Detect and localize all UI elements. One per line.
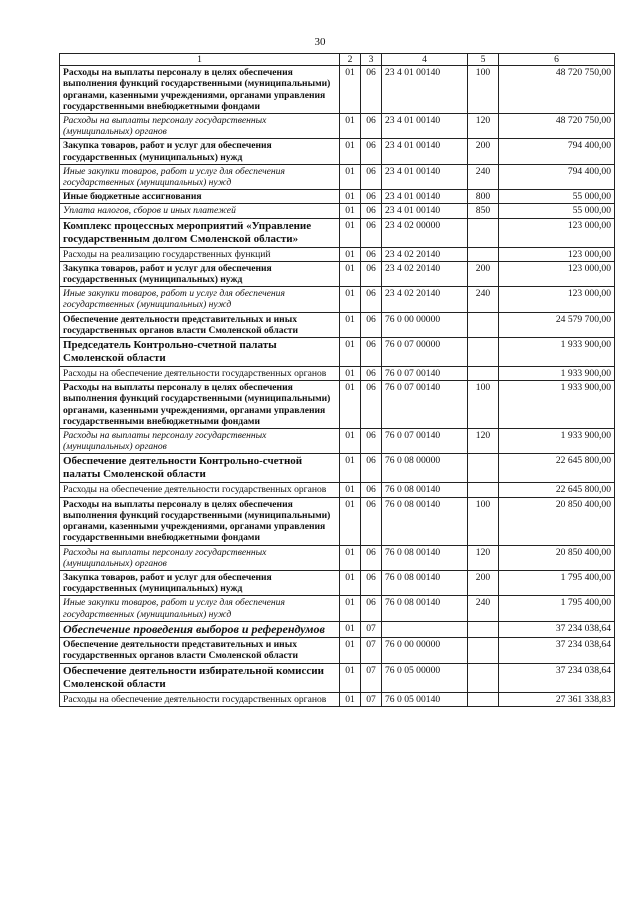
row-amount: 55 000,00 (499, 204, 615, 218)
row-section-code: 01 (340, 312, 361, 337)
row-subsection-code: 06 (361, 545, 382, 570)
row-name: Обеспечение проведения выборов и референдумов (60, 621, 340, 638)
row-subsection-code: 06 (361, 596, 382, 621)
row-amount: 20 850 400,00 (499, 545, 615, 570)
row-section-code: 01 (340, 139, 361, 164)
row-subsection-code: 07 (361, 692, 382, 706)
row-amount: 48 720 750,00 (499, 114, 615, 139)
row-name: Комплекс процессных мероприятий «Управление государственным долгом Смоленской области» (60, 218, 340, 247)
row-expense-type-code: 100 (468, 66, 499, 114)
row-expense-type-code (468, 338, 499, 367)
row-target-item-code: 23 4 01 00140 (382, 204, 468, 218)
row-name: Расходы на обеспечение деятельности государственных органов (60, 692, 340, 706)
row-target-item-code: 76 0 05 00140 (382, 692, 468, 706)
row-name: Обеспечение деятельности представительных и иных государственных органов власти Смоленской области (60, 638, 340, 663)
row-target-item-code: 76 0 05 00000 (382, 663, 468, 692)
row-expense-type-code: 240 (468, 596, 499, 621)
row-name: Уплата налогов, сборов и иных платежей (60, 204, 340, 218)
table-row (60, 663, 615, 692)
table-row (60, 638, 615, 663)
row-section-code: 01 (340, 338, 361, 367)
row-name: Расходы на выплаты персоналу государственных (муниципальных) органов (60, 429, 340, 454)
row-name: Иные бюджетные ассигнования (60, 190, 340, 204)
row-target-item-code: 76 0 00 00000 (382, 638, 468, 663)
row-section-code: 01 (340, 114, 361, 139)
row-subsection-code: 06 (361, 483, 382, 497)
row-section-code: 01 (340, 204, 361, 218)
table-header-row (60, 54, 615, 66)
row-section-code: 01 (340, 497, 361, 545)
row-section-code: 01 (340, 570, 361, 595)
row-amount: 123 000,00 (499, 287, 615, 312)
row-amount: 1 933 900,00 (499, 338, 615, 367)
row-expense-type-code: 850 (468, 204, 499, 218)
row-expense-type-code (468, 621, 499, 638)
table-row (60, 367, 615, 381)
row-expense-type-code (468, 638, 499, 663)
table-row (60, 570, 615, 595)
table-row (60, 338, 615, 367)
row-amount: 1 933 900,00 (499, 429, 615, 454)
row-name: Закупка товаров, работ и услуг для обеспечения государственных (муниципальных) нужд (60, 139, 340, 164)
row-amount: 1 933 900,00 (499, 381, 615, 429)
table-row (60, 218, 615, 247)
table-row (60, 190, 615, 204)
row-target-item-code: 76 0 07 00140 (382, 381, 468, 429)
table-row (60, 596, 615, 621)
row-target-item-code: 76 0 08 00140 (382, 483, 468, 497)
row-section-code: 01 (340, 287, 361, 312)
row-section-code: 01 (340, 164, 361, 189)
row-target-item-code: 23 4 01 00140 (382, 66, 468, 114)
row-section-code: 01 (340, 247, 361, 261)
row-expense-type-code: 240 (468, 287, 499, 312)
row-section-code: 01 (340, 663, 361, 692)
row-subsection-code: 06 (361, 164, 382, 189)
row-amount: 1 795 400,00 (499, 596, 615, 621)
row-target-item-code (382, 621, 468, 638)
table-row (60, 247, 615, 261)
row-target-item-code: 76 0 07 00000 (382, 338, 468, 367)
row-target-item-code: 23 4 01 00140 (382, 114, 468, 139)
row-target-item-code: 23 4 01 00140 (382, 164, 468, 189)
table-row (60, 497, 615, 545)
row-name: Расходы на обеспечение деятельности государственных органов (60, 483, 340, 497)
row-subsection-code: 06 (361, 247, 382, 261)
row-amount: 37 234 038,64 (499, 621, 615, 638)
row-name: Обеспечение деятельности представительных и иных государственных органов власти Смоленской области (60, 312, 340, 337)
row-name: Обеспечение деятельности Контрольно-счетной палаты Смоленской области (60, 454, 340, 483)
row-subsection-code: 06 (361, 218, 382, 247)
column-header-name: 1 (60, 54, 340, 66)
column-header-target-item: 4 (382, 54, 468, 66)
row-subsection-code: 07 (361, 638, 382, 663)
row-expense-type-code: 100 (468, 381, 499, 429)
row-subsection-code: 06 (361, 66, 382, 114)
column-header-amount: 6 (499, 54, 615, 66)
table-row (60, 545, 615, 570)
row-expense-type-code (468, 247, 499, 261)
row-target-item-code: 76 0 07 00140 (382, 429, 468, 454)
row-name: Закупка товаров, работ и услуг для обеспечения государственных (муниципальных) нужд (60, 570, 340, 595)
row-name: Обеспечение деятельности избирательной комиссии Смоленской области (60, 663, 340, 692)
table-body (60, 66, 615, 707)
row-target-item-code: 76 0 07 00140 (382, 367, 468, 381)
column-header-expense-type: 5 (468, 54, 499, 66)
row-expense-type-code (468, 483, 499, 497)
table-row (60, 692, 615, 706)
row-target-item-code: 23 4 02 20140 (382, 287, 468, 312)
row-amount: 123 000,00 (499, 261, 615, 286)
row-expense-type-code: 120 (468, 429, 499, 454)
row-amount: 48 720 750,00 (499, 66, 615, 114)
row-name: Закупка товаров, работ и услуг для обеспечения государственных (муниципальных) нужд (60, 261, 340, 286)
row-section-code: 01 (340, 218, 361, 247)
row-subsection-code: 06 (361, 570, 382, 595)
row-subsection-code: 06 (361, 338, 382, 367)
table-row (60, 139, 615, 164)
row-amount: 37 234 038,64 (499, 663, 615, 692)
row-section-code: 01 (340, 621, 361, 638)
row-amount: 55 000,00 (499, 190, 615, 204)
row-subsection-code: 06 (361, 367, 382, 381)
table-row (60, 429, 615, 454)
row-target-item-code: 76 0 00 00000 (382, 312, 468, 337)
row-section-code: 01 (340, 545, 361, 570)
row-expense-type-code: 200 (468, 261, 499, 286)
row-section-code: 01 (340, 454, 361, 483)
row-section-code: 01 (340, 483, 361, 497)
row-amount: 22 645 800,00 (499, 454, 615, 483)
row-amount: 27 361 338,83 (499, 692, 615, 706)
table-row (60, 164, 615, 189)
table-row (60, 621, 615, 638)
row-name: Иные закупки товаров, работ и услуг для обеспечения государственных (муниципальных) нужд (60, 287, 340, 312)
row-section-code: 01 (340, 429, 361, 454)
row-expense-type-code: 800 (468, 190, 499, 204)
row-subsection-code: 07 (361, 663, 382, 692)
row-amount: 794 400,00 (499, 164, 615, 189)
row-subsection-code: 06 (361, 497, 382, 545)
table-row (60, 66, 615, 114)
table-row (60, 114, 615, 139)
row-expense-type-code: 100 (468, 497, 499, 545)
row-target-item-code: 76 0 08 00000 (382, 454, 468, 483)
budget-table (59, 53, 615, 707)
row-name: Расходы на выплаты персоналу в целях обеспечения выполнения функций государственными (муниципальными) органами, казенными учреждениями, органами управления государственными внебюджетными фондами (60, 381, 340, 429)
row-expense-type-code: 120 (468, 545, 499, 570)
row-amount: 22 645 800,00 (499, 483, 615, 497)
row-amount: 123 000,00 (499, 247, 615, 261)
row-target-item-code: 76 0 08 00140 (382, 545, 468, 570)
row-target-item-code: 76 0 08 00140 (382, 570, 468, 595)
row-amount: 20 850 400,00 (499, 497, 615, 545)
table-row (60, 312, 615, 337)
row-expense-type-code: 120 (468, 114, 499, 139)
row-expense-type-code (468, 218, 499, 247)
row-expense-type-code: 200 (468, 570, 499, 595)
row-subsection-code: 06 (361, 454, 382, 483)
row-name: Расходы на выплаты персоналу государственных (муниципальных) органов (60, 545, 340, 570)
table-row (60, 454, 615, 483)
table-row (60, 204, 615, 218)
column-header-subsection: 3 (361, 54, 382, 66)
row-section-code: 01 (340, 381, 361, 429)
row-subsection-code: 06 (361, 287, 382, 312)
table-row (60, 483, 615, 497)
row-expense-type-code (468, 692, 499, 706)
row-target-item-code: 76 0 08 00140 (382, 497, 468, 545)
column-header-section: 2 (340, 54, 361, 66)
row-subsection-code: 06 (361, 190, 382, 204)
row-section-code: 01 (340, 638, 361, 663)
row-section-code: 01 (340, 261, 361, 286)
table-row (60, 261, 615, 286)
row-expense-type-code (468, 663, 499, 692)
row-section-code: 01 (340, 367, 361, 381)
row-amount: 123 000,00 (499, 218, 615, 247)
row-name: Иные закупки товаров, работ и услуг для обеспечения государственных (муниципальных) нужд (60, 596, 340, 621)
row-name: Расходы на выплаты персоналу в целях обеспечения выполнения функций государственными (муниципальными) органами, казенными учреждениями, органами управления государственными внебюджетными фондами (60, 497, 340, 545)
table-row (60, 287, 615, 312)
row-expense-type-code (468, 312, 499, 337)
row-expense-type-code (468, 367, 499, 381)
row-expense-type-code: 240 (468, 164, 499, 189)
page-number: 30 (314, 36, 326, 48)
row-amount: 1 795 400,00 (499, 570, 615, 595)
row-name: Расходы на обеспечение деятельности государственных органов (60, 367, 340, 381)
row-subsection-code: 07 (361, 621, 382, 638)
row-subsection-code: 06 (361, 312, 382, 337)
row-target-item-code: 23 4 01 00140 (382, 190, 468, 204)
row-name: Расходы на реализацию государственных функций (60, 247, 340, 261)
row-subsection-code: 06 (361, 204, 382, 218)
row-target-item-code: 76 0 08 00140 (382, 596, 468, 621)
row-subsection-code: 06 (361, 114, 382, 139)
row-amount: 24 579 700,00 (499, 312, 615, 337)
row-target-item-code: 23 4 02 00000 (382, 218, 468, 247)
row-amount: 37 234 038,64 (499, 638, 615, 663)
row-subsection-code: 06 (361, 429, 382, 454)
row-section-code: 01 (340, 596, 361, 621)
row-name: Председатель Контрольно-счетной палаты Смоленской области (60, 338, 340, 367)
row-name: Иные закупки товаров, работ и услуг для обеспечения государственных (муниципальных) нужд (60, 164, 340, 189)
row-section-code: 01 (340, 692, 361, 706)
table-row (60, 381, 615, 429)
row-amount: 1 933 900,00 (499, 367, 615, 381)
row-subsection-code: 06 (361, 139, 382, 164)
row-expense-type-code: 200 (468, 139, 499, 164)
row-name: Расходы на выплаты персоналу государственных (муниципальных) органов (60, 114, 340, 139)
row-expense-type-code (468, 454, 499, 483)
row-subsection-code: 06 (361, 261, 382, 286)
row-name: Расходы на выплаты персоналу в целях обеспечения выполнения функций государственными (муниципальными) органами, казенными учреждениями, органами управления государственными внебюджетными фондами (60, 66, 340, 114)
row-subsection-code: 06 (361, 381, 382, 429)
row-target-item-code: 23 4 02 20140 (382, 247, 468, 261)
row-section-code: 01 (340, 66, 361, 114)
row-target-item-code: 23 4 01 00140 (382, 139, 468, 164)
row-section-code: 01 (340, 190, 361, 204)
row-amount: 794 400,00 (499, 139, 615, 164)
row-target-item-code: 23 4 02 20140 (382, 261, 468, 286)
